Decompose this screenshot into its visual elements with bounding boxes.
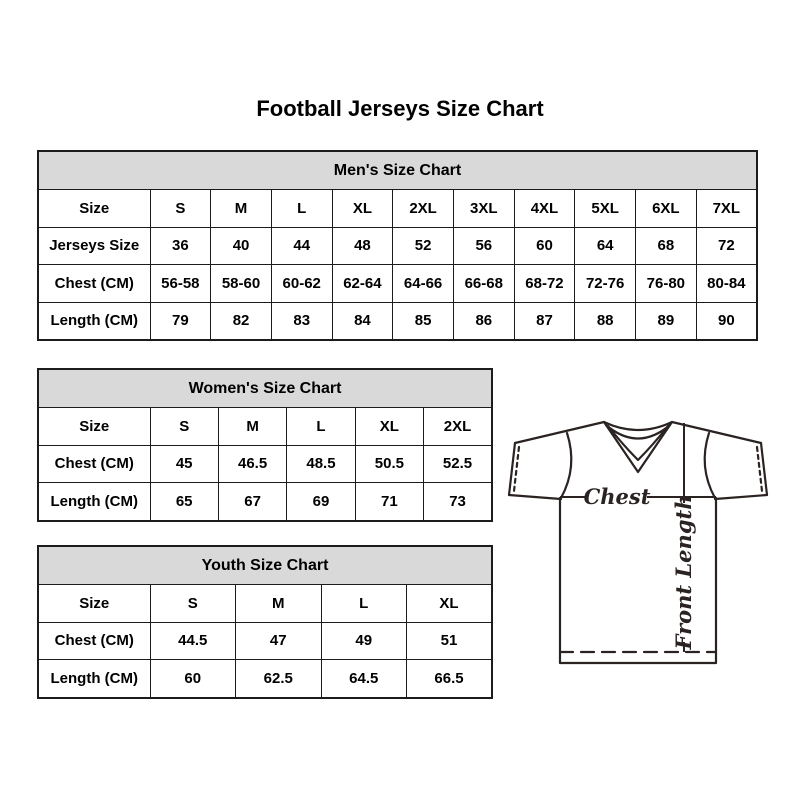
cell-value: 36 (150, 227, 211, 265)
cell-value: S (150, 408, 218, 446)
row-label: Jerseys Size (38, 227, 150, 265)
cell-value: XL (407, 585, 493, 623)
table-header-row (38, 546, 492, 585)
cell-value: 67 (218, 483, 286, 521)
cell-value: 2XL (393, 190, 454, 228)
jersey-collar-top-curve (604, 422, 672, 430)
jersey-left-shoulder-line (515, 422, 604, 443)
cell-value: 58-60 (211, 265, 272, 303)
table-row (38, 483, 492, 521)
cell-value: 66-68 (453, 265, 514, 303)
cell-value: 50.5 (355, 445, 423, 483)
cell-value: 48 (332, 227, 393, 265)
cell-value: 46.5 (218, 445, 286, 483)
cell-value: 72-76 (575, 265, 636, 303)
youth-table-title: Youth Size Chart (38, 546, 492, 585)
cell-value: 60 (150, 660, 236, 698)
cell-value: 51 (407, 622, 493, 660)
cell-value: 62-64 (332, 265, 393, 303)
womens-size-table (37, 368, 493, 522)
cell-value: 44.5 (150, 622, 236, 660)
cell-value: 65 (150, 483, 218, 521)
cell-value: 64 (575, 227, 636, 265)
cell-value: 85 (393, 302, 454, 340)
table-header-row (38, 151, 757, 190)
table-row (38, 445, 492, 483)
row-label: Length (CM) (38, 302, 150, 340)
table-row (38, 302, 757, 340)
cell-value: 40 (211, 227, 272, 265)
cell-value: 88 (575, 302, 636, 340)
cell-value: 4XL (514, 190, 575, 228)
mens-size-table (37, 150, 758, 341)
cell-value: 2XL (424, 408, 492, 446)
row-label: Chest (CM) (38, 265, 150, 303)
table-row (38, 622, 492, 660)
cell-value: 84 (332, 302, 393, 340)
cell-value: 68-72 (514, 265, 575, 303)
cell-value: L (287, 408, 355, 446)
cell-value: S (150, 190, 211, 228)
cell-value: 80-84 (696, 265, 757, 303)
cell-value: M (218, 408, 286, 446)
cell-value: 86 (453, 302, 514, 340)
table-row (38, 408, 492, 446)
cell-value: 49 (321, 622, 407, 660)
cell-value: 56-58 (150, 265, 211, 303)
cell-value: 89 (636, 302, 697, 340)
cell-value: 64.5 (321, 660, 407, 698)
row-label: Size (38, 585, 150, 623)
cell-value: M (236, 585, 322, 623)
cell-value: 62.5 (236, 660, 322, 698)
cell-value: 87 (514, 302, 575, 340)
table-row (38, 585, 492, 623)
cell-value: XL (355, 408, 423, 446)
cell-value: L (321, 585, 407, 623)
row-label: Size (38, 190, 150, 228)
cell-value: 79 (150, 302, 211, 340)
cell-value: XL (332, 190, 393, 228)
cell-value: 83 (271, 302, 332, 340)
mens-table-title: Men's Size Chart (38, 151, 757, 190)
front-length-label: Front Length (671, 494, 696, 650)
table-row (38, 227, 757, 265)
cell-value: 60 (514, 227, 575, 265)
cell-value: 64-66 (393, 265, 454, 303)
jersey-left-armhole-seam (561, 433, 571, 498)
cell-value: 60-62 (271, 265, 332, 303)
cell-value: 44 (271, 227, 332, 265)
cell-value: M (211, 190, 272, 228)
cell-value: 7XL (696, 190, 757, 228)
row-label: Chest (CM) (38, 445, 150, 483)
cell-value: 56 (453, 227, 514, 265)
cell-value: 72 (696, 227, 757, 265)
row-label: Chest (CM) (38, 622, 150, 660)
womens-table-title: Women's Size Chart (38, 369, 492, 408)
table-header-row (38, 369, 492, 408)
jersey-right-shoulder-line (672, 422, 761, 443)
row-label: Length (CM) (38, 660, 150, 698)
cell-value: 6XL (636, 190, 697, 228)
cell-value: 73 (424, 483, 492, 521)
youth-size-table (37, 545, 493, 699)
cell-value: 52 (393, 227, 454, 265)
cell-value: 69 (287, 483, 355, 521)
cell-value: S (150, 585, 236, 623)
cell-value: 48.5 (287, 445, 355, 483)
row-label: Size (38, 408, 150, 446)
cell-value: 66.5 (407, 660, 493, 698)
cell-value: 71 (355, 483, 423, 521)
table-row (38, 190, 757, 228)
chest-label: Chest (583, 484, 651, 509)
jersey-measurement-diagram (488, 395, 780, 695)
cell-value: 52.5 (424, 445, 492, 483)
cell-value: 76-80 (636, 265, 697, 303)
jersey-right-armhole-seam (705, 433, 715, 498)
cell-value: 45 (150, 445, 218, 483)
cell-value: 3XL (453, 190, 514, 228)
table-row (38, 265, 757, 303)
cell-value: 68 (636, 227, 697, 265)
cell-value: 5XL (575, 190, 636, 228)
cell-value: 47 (236, 622, 322, 660)
cell-value: L (271, 190, 332, 228)
table-row (38, 660, 492, 698)
cell-value: 82 (211, 302, 272, 340)
row-label: Length (CM) (38, 483, 150, 521)
page-title: Football Jerseys Size Chart (256, 96, 544, 121)
cell-value: 90 (696, 302, 757, 340)
